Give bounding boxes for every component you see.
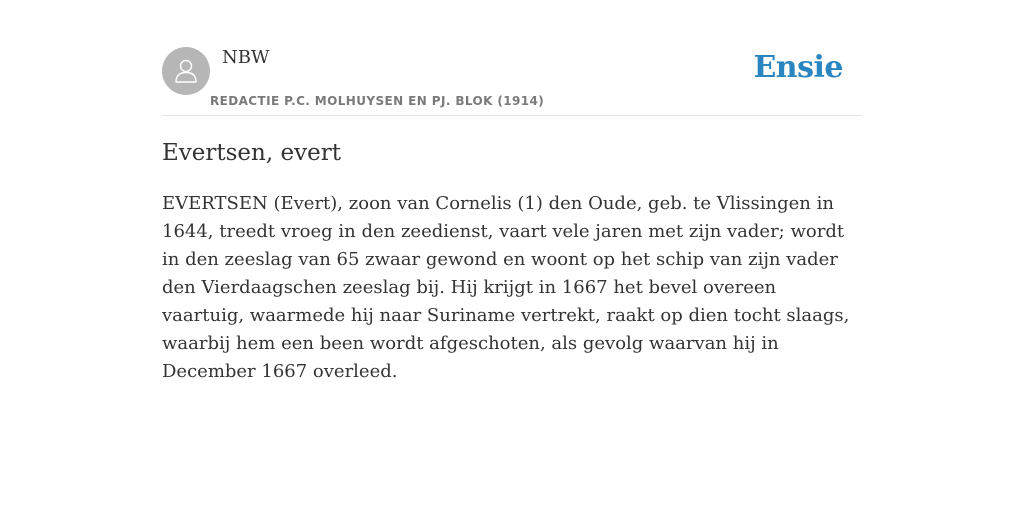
article-container [162,46,862,386]
avatar[interactable] [162,47,210,95]
user-icon [171,56,201,86]
page-title: Evertsen, evert [162,140,341,166]
credit-line: REDACTIE P.C. MOLHUYSEN EN PJ. BLOK (1914) [210,94,545,108]
brand-logo[interactable]: Ensie [753,50,843,85]
author-name[interactable]: NBW [222,47,270,68]
article-body: EVERTSEN (Evert), zoon van Cornelis (1) den Oude, geb. te Vlissingen in 1644, treedt vroeg in den zeedienst, vaart vele jaren met zijn vader; wordt in den zeeslag van 65 zwaar gewond en woont op het schip van zijn vader den Vierdaagschen zeeslag bij. Hij krijgt in 1667 het bevel overeen vaartuig, waarmede hij naar Suriname vertrekt, raakt op dien tocht slaags, waarbij hem een been wordt afgeschoten, als gevolg waarvan hij in December 1667 overleed. [162,193,850,382]
article-header [162,46,862,116]
